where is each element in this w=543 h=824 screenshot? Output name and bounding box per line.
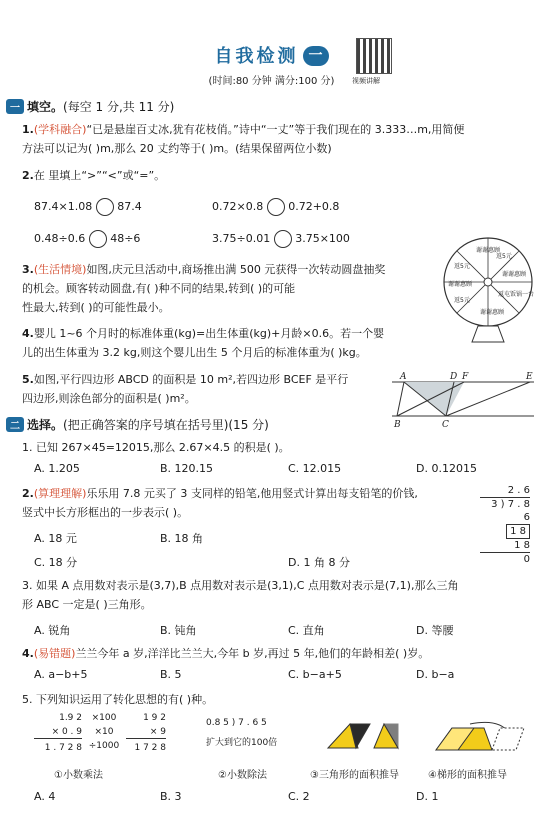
compare-right: 3.75×100: [295, 232, 350, 245]
question-tag: (生活情境): [33, 263, 87, 276]
page-title: [0, 42, 543, 68]
mult-step: ×10: [94, 727, 114, 737]
division-boxed-step: 1 8: [506, 524, 530, 539]
wheel-sector-label: 谢谢惠顾: [476, 247, 501, 254]
option-a[interactable]: A. 1.205: [34, 462, 80, 475]
compare-left: 87.4×1.08: [34, 200, 93, 213]
figure-triangles: [326, 722, 400, 750]
option-a[interactable]: A. 锐角: [34, 624, 71, 637]
point-label: D: [450, 372, 458, 382]
question-text: 四边形,则涂色部分的面积是( )m²。: [22, 392, 196, 405]
point-label: E: [526, 372, 533, 382]
wheel-sector-label: 返5元: [454, 263, 470, 270]
section-heading-choice: [6, 416, 269, 433]
option-b[interactable]: B. 3: [160, 790, 182, 803]
wheel-sector-label: 谢谢惠顾: [448, 281, 473, 288]
question-text: 竖式中长方形框出的一步表示( )。: [22, 506, 189, 519]
question-text: 如图,平行四边形 ABCD 的面积是 10 m²,若四边形 BCEF 是平行: [33, 373, 349, 386]
question-number: 2.: [22, 169, 34, 182]
division-quotient: 2 . 6: [507, 485, 530, 496]
question-text: 的机会。顾客转动圆盘,有( )种不同的结果,转到( )的可能: [22, 282, 296, 295]
question-number: 3.: [22, 263, 34, 276]
section-note: (每空 1 分,共 11 分): [63, 100, 175, 114]
question-text: 乐乐用 7.8 元买了 3 支同样的铅笔,他用竖式计算出每支铅笔的价钱,: [86, 487, 418, 500]
question-2-1: 1. 已知 267×45=12015,那么 2.67×4.5 的积是( )。: [22, 441, 290, 454]
mult-step: 1.9 2: [59, 713, 82, 723]
title-text: 自我检测: [214, 46, 299, 67]
section-badge: 一: [6, 99, 24, 114]
title-number: 一: [303, 46, 329, 66]
wheel-sector-label: 返屯饭锅一台: [498, 291, 535, 298]
question-1-5: [22, 370, 402, 408]
section-badge: 二: [6, 417, 24, 432]
question-2-4: [22, 644, 532, 663]
compare-circle[interactable]: [89, 230, 107, 248]
question-tag: (算理理解): [33, 487, 87, 500]
point-label: C: [442, 420, 449, 430]
compare-circle[interactable]: [96, 198, 114, 216]
option-d[interactable]: D. 1 角 8 分: [288, 556, 350, 569]
option-a[interactable]: A. a−b+5: [34, 668, 88, 681]
mult-step: 1 . 7 2 8: [44, 743, 82, 753]
qr-code-icon[interactable]: [356, 38, 392, 74]
point-label: B: [394, 420, 401, 430]
question-tag: (易错题): [33, 647, 76, 660]
compare-left: 0.72×0.8: [212, 200, 264, 213]
compare-item-2: [212, 198, 339, 216]
question-tag: (学科融合): [33, 123, 87, 136]
question-2-5: 5. 下列知识运用了转化思想的有( )种。: [22, 693, 214, 706]
option-c[interactable]: C. 12.015: [288, 462, 342, 475]
question-number: 4.: [22, 647, 34, 660]
compare-circle[interactable]: [274, 230, 292, 248]
page-subtitle: (时间:80 分钟 满分:100 分): [208, 76, 335, 87]
compare-left: 3.75÷0.01: [212, 232, 271, 245]
option-a[interactable]: A. 4: [34, 790, 56, 803]
section-label: 填空。: [27, 100, 64, 114]
option-d[interactable]: D. b−a: [416, 668, 455, 681]
question-text: 儿的出生体重为 3.2 kg,则这个婴儿出生 5 个月后的标准体重为( )kg。: [22, 346, 367, 359]
section-heading-fill: [6, 98, 174, 115]
parallelogram-figure: [392, 370, 537, 430]
question-1-1: [22, 120, 532, 158]
mult-step: ÷1000: [88, 741, 120, 751]
compare-right: 87.4: [117, 200, 142, 213]
mult-step: × 9: [126, 726, 166, 739]
option-d[interactable]: D. 1: [416, 790, 439, 803]
question-text: 婴儿 1~6 个月时的标准体重(kg)=出生体重(kg)+月龄×0.6。若一个婴: [33, 327, 385, 340]
option-b[interactable]: B. 钝角: [160, 624, 197, 637]
point-label: A: [400, 372, 407, 382]
compare-item-3: [34, 230, 140, 248]
div-step: 0.8 5 ) 7 . 6 5: [206, 718, 267, 728]
point-label: F: [462, 372, 469, 382]
division-dividend: 3 ) 7 . 8: [480, 497, 530, 511]
question-1-4: [22, 324, 532, 362]
question-text: 形 ABC 一定是( )三角形。: [22, 598, 152, 611]
option-c[interactable]: C. 直角: [288, 624, 325, 637]
caption-2: ②小数除法: [218, 770, 267, 781]
figure-division: [206, 716, 277, 750]
option-d[interactable]: D. 等腰: [416, 624, 454, 637]
section-note: (把正确答案的序号填在括号里)(15 分): [63, 418, 269, 432]
caption-3: ③三角形的面积推导: [310, 770, 399, 781]
wheel-sector-label: 谢谢惠顾: [502, 271, 527, 278]
option-d[interactable]: D. 0.12015: [416, 462, 477, 475]
question-1-3: [22, 260, 440, 317]
division-step: 6: [523, 512, 530, 523]
question-text: 如图,庆元旦活动中,商场推出满 500 元获得一次转动圆盘抽奖: [86, 263, 386, 276]
mult-step: 1 7 2 8: [134, 743, 166, 753]
question-2-3: [22, 576, 532, 614]
qr-label: 视频讲解: [352, 77, 380, 85]
caption-1: ①小数乘法: [54, 770, 103, 781]
compare-right: 48÷6: [110, 232, 141, 245]
mult-step: ×100: [91, 713, 117, 723]
caption-4: ④梯形的面积推导: [428, 770, 507, 781]
long-division: [480, 484, 530, 566]
compare-left: 0.48÷0.6: [34, 232, 86, 245]
compare-right: 0.72+0.8: [288, 200, 340, 213]
option-c[interactable]: C. 2: [288, 790, 310, 803]
option-c[interactable]: C. 18 分: [34, 556, 78, 569]
question-text: 方法可以记为( )m,那么 20 丈约等于( )m。(结果保留两位小数): [22, 142, 332, 155]
wheel-sector-label: 返5元: [496, 253, 512, 260]
compare-circle[interactable]: [267, 198, 285, 216]
wheel-sector-label: 返5元: [454, 297, 470, 304]
question-text: 在 里填上“>”“<”或“=”。: [33, 169, 166, 182]
division-remainder: 0: [480, 552, 530, 566]
option-a[interactable]: A. 18 元: [34, 532, 77, 545]
option-c[interactable]: C. b−a+5: [288, 668, 342, 681]
question-number: 5.: [22, 373, 34, 386]
compare-item-4: [212, 230, 350, 248]
question-number: 2.: [22, 487, 34, 500]
wheel-sector-label: 谢谢惠顾: [480, 309, 505, 316]
question-text: 3. 如果 A 点用数对表示是(3,7),B 点用数对表示是(3,1),C 点用数对表示是(7,1),那么三角: [22, 579, 459, 592]
division-step: 1 8: [514, 540, 530, 551]
mult-step: 1 9 2: [143, 713, 166, 723]
section-label: 选择。: [27, 418, 64, 432]
question-text: “已是悬崖百丈冰,犹有花枝俏。”诗中“一丈”等于我们现在的 3.333…m,用简便: [86, 123, 465, 136]
option-b[interactable]: B. 120.15: [160, 462, 214, 475]
option-b[interactable]: B. 18 角: [160, 532, 204, 545]
question-text: 兰兰今年 a 岁,洋洋比兰兰大,今年 b 岁,再过 5 年,他们的年龄相差( )岁。: [75, 647, 430, 660]
question-2-2: [22, 484, 478, 522]
question-text: 性最大,转到( )的可能性最小。: [22, 301, 170, 314]
figure-trapezoids: [430, 720, 530, 752]
option-b[interactable]: B. 5: [160, 668, 182, 681]
question-number: 1.: [22, 123, 34, 136]
question-1-2: [22, 166, 442, 185]
question-number: 4.: [22, 327, 34, 340]
div-note: 扩大到它的100倍: [206, 738, 278, 748]
compare-item-1: [34, 198, 142, 216]
mult-step: × 0 . 9: [34, 726, 82, 739]
